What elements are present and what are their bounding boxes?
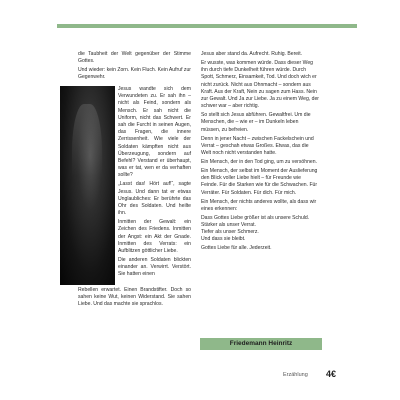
paragraph: Jesus wandte sich dem Verwundeten zu. Er sah ihn – nicht als Feind, sondern als Mensch. Er sah nicht die Uniform, nicht das Schwert. Er sah die Furcht in seinen Augen, das Fragen, die innere Zerrissenheit. Wie viele der Soldaten kämpften nicht aus Überzeugung, sondern auf Befehl? Verstand er überhaupt, was er tat, wen er da verhaften sollte? <box>118 86 191 179</box>
paragraph: Und wieder: kein Zorn. Kein Fluch. Kein Aufruf zur Gegenwehr. <box>78 67 191 81</box>
left-column-top <box>78 51 191 83</box>
top-accent-bar <box>57 24 357 28</box>
left-column-bottom <box>78 287 191 310</box>
paragraph: Die anderen Soldaten blickten einander an. Verwirrt. Verstört. Sie hatten einen <box>118 257 191 278</box>
section-label: Erzählung <box>283 372 308 378</box>
paragraph: Gottes Liebe für alle. Jederzeit. <box>201 245 272 252</box>
right-column <box>201 51 319 254</box>
author-banner: Friedemann Heinritz <box>200 338 322 350</box>
paragraph: So stellt sich Jesus abführen. Gewaltfrei. Um die Menschen, die – wie er – im Dunkeln leben müssen, zu befreien. <box>201 112 311 133</box>
paragraph: Ein Mensch, der in den Tod ging, um zu versöhnen. <box>201 159 317 166</box>
dark-photo-illustration <box>60 86 115 285</box>
paragraph: Inmitten der Gewalt: ein Zeichen des Friedens. Inmitten der Angst: ein Akt der Gnade. Inmitten des Verrats: ein Aufblitzen göttlicher Liebe. <box>118 219 191 255</box>
paragraph: Denn in jener Nacht – zwischen Fackelschein und Verrat – geschah etwas Großes. Etwas, das die Welt noch nicht verstanden hatte. <box>201 135 314 157</box>
page-number: 4€ <box>326 369 337 379</box>
paragraph: Rebellen erwartet. Einen Brandstifter. Doch so sahen keine Wut, keinen Widerstand. Sie sahen Liebe. Und das machte sie sprachlos. <box>78 287 191 308</box>
paragraph: Jesus aber stand da. Aufrecht. Ruhig. Bereit. <box>201 51 303 57</box>
paragraph: Er wusste, was kommen würde. Dass dieser Weg ihn durch tiefe Dunkelheit führen würde. Durch Spott, Schmerz, Einsamkeit, Tod. Und doch wich er nicht zurück. Nicht aus Ohnmacht – sondern aus Kraft. Aus der Kraft, Nein zu sagen zum Hass. Nein zur Gewalt. Und Ja zur Liebe. Ja zu einem Weg, der schwer war – aber richtig. <box>201 60 319 110</box>
paragraph: Ein Mensch, der selbst im Moment der Auslieferung den Blick voller Liebe hielt – für Freunde wie Feinde. Für die Starken wie für die Schwachen. Für Verräter. Für Soldaten. Für dich. Für mich. <box>201 168 318 196</box>
photo-highlight <box>72 104 102 224</box>
paragraph: „Lasst das! Hört auf!“, sagte Jesus. Und dann tat er etwas Unglaubliches: Er berührte das Ohr des Soldaten. Und heilte ihn. <box>118 181 191 217</box>
paragraph: Ein Mensch, der nichts anderes wollte, als dass wir eines erkennen: <box>201 198 317 212</box>
left-column-wrapped-text <box>118 86 191 280</box>
paragraph: die Taubheit der Welt gegenüber der Stimme Gottes. <box>78 51 191 65</box>
paragraph: Dass Gottes Liebe größer ist als unsere Schuld. Stärker als unser Verrat. Tiefer als unser Schmerz. Und dass sie bleibt. <box>201 214 310 243</box>
